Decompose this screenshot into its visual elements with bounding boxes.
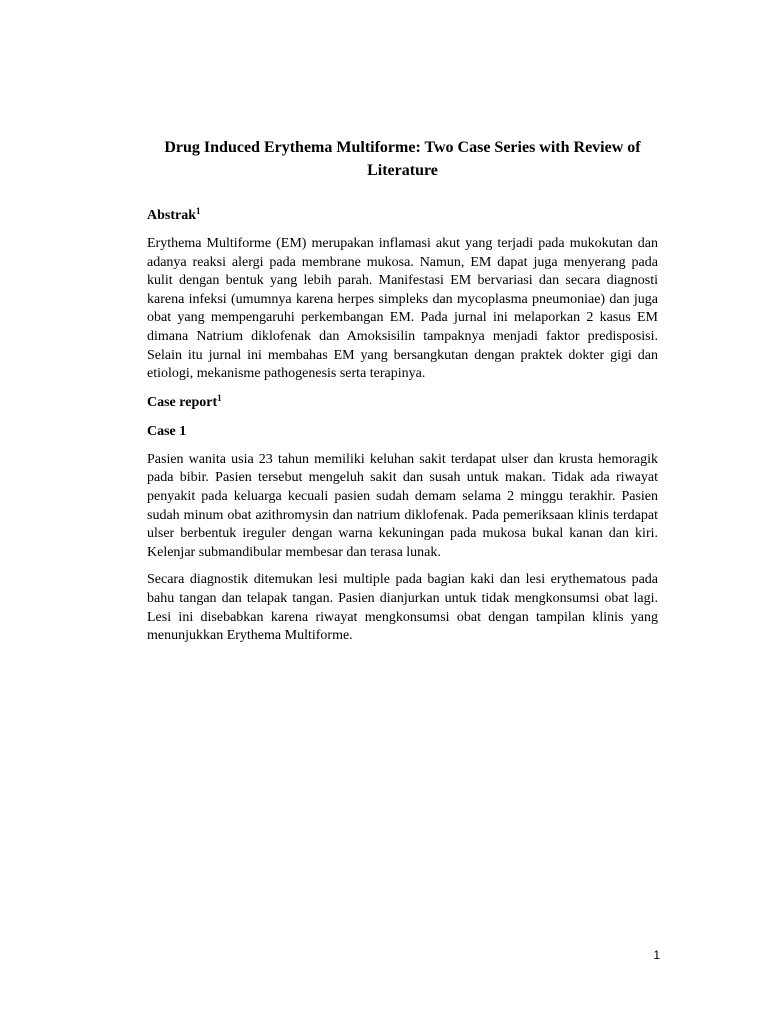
- document-title: Drug Induced Erythema Multiforme: Two Case Series with Review of Literature: [164, 139, 641, 179]
- case-report-heading: [147, 393, 658, 413]
- case1-heading: Case 1: [147, 423, 187, 439]
- abstract-heading: [147, 206, 658, 226]
- abstract-paragraph: Erythema Multiforme (EM) merupakan inflamasi akut yang terjadi pada mukokutan dan adanya reaksi alergi pada membrane mukosa. Namun, EM dapat juga menyerang pada kulit dengan bentuk yang lebih parah. Manifestasi EM bervariasi dan secara diagnosti karena infeksi (umumnya karena herpes simpleks dan mycoplasma pneumoniae) dan juga obat yang mempengaruhi perkembangan EM. Pada jurnal ini melaporkan 2 kasus EM dimana Natrium diklofenak dan Amoksisilin tampaknya menjadi faktor predisposisi. Selain itu jurnal ini membahas EM yang bersangkutan dengan praktek dokter gigi dan etiologi, mekanisme pathogenesis serta terapinya.: [147, 236, 658, 382]
- page-number: 1: [653, 948, 660, 962]
- abstract-footnote-mark: 1: [196, 206, 201, 216]
- case-report-heading-text: Case report: [147, 394, 218, 410]
- case1-paragraph-2: Secara diagnostik ditemukan lesi multiple pada bagian kaki dan lesi erythematous pada bahu tangan dan telapak tangan. Pasien dianjurkan untuk tidak mengkonsumsi obat lagi. Lesi ini disebabkan karena riwayat mengkonsumsi obat dengan tampilan klinis yang menunjukkan Erythema Multiforme.: [147, 572, 658, 644]
- page-content: [147, 136, 658, 646]
- case1-paragraph-1: Pasien wanita usia 23 tahun memiliki keluhan sakit terdapat ulser dan krusta hemoragik pada bibir. Pasien tersebut mengeluh sakit dan susah untuk makan. Tidak ada riwayat penyakit pada keluarga kecuali pasien sudah demam selama 2 minggu terakhir. Pasien sudah minum obat azithromysin dan natrium diklofenak. Pada pemeriksaan klinis terdapat ulser berbentuk ireguler dengan warna kekuningan pada mukosa bukal kanan dan kiri. Kelenjar submandibular membesar dan terasa lunak.: [147, 451, 658, 560]
- abstract-heading-text: Abstrak: [147, 208, 197, 223]
- case-report-footnote-mark: 1: [217, 392, 222, 403]
